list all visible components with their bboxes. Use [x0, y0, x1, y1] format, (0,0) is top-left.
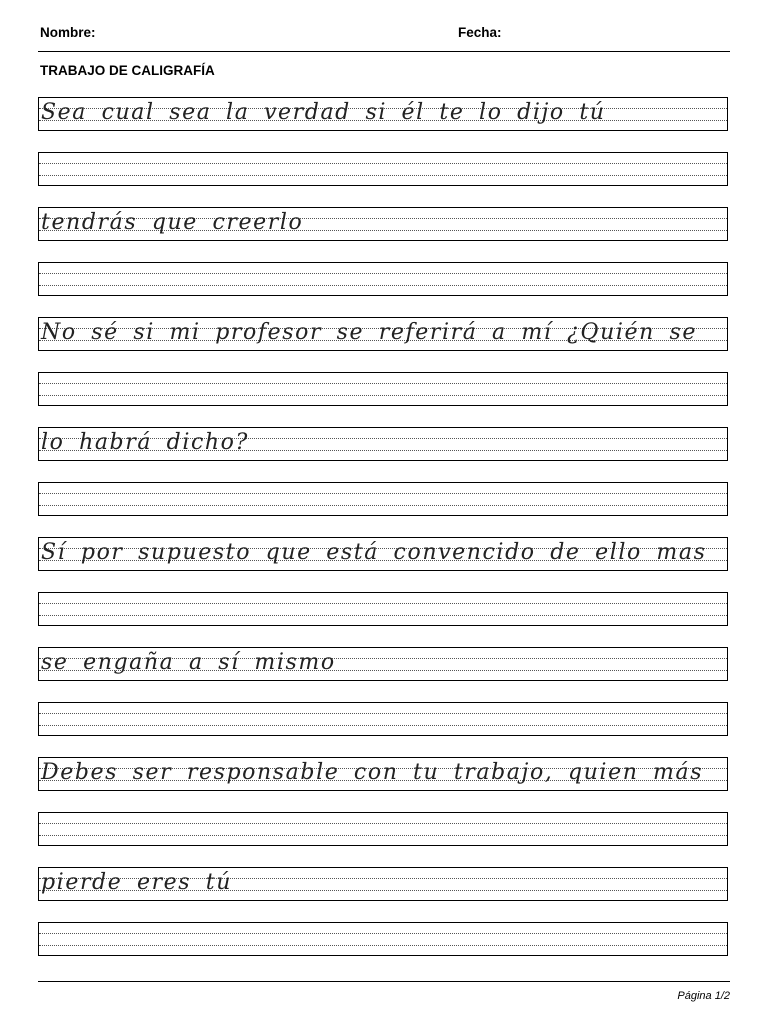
- page-title: TRABAJO DE CALIGRAFÍA: [40, 63, 215, 78]
- guide-line: [39, 835, 727, 836]
- writing-row: [38, 647, 728, 681]
- guide-line: [39, 175, 727, 176]
- header: [38, 24, 730, 52]
- guide-line: [39, 163, 727, 164]
- date-label: Fecha:: [458, 25, 502, 40]
- page-number: Página 1/2: [677, 990, 730, 1002]
- writing-row: [38, 372, 728, 406]
- guide-line: [39, 725, 727, 726]
- guide-line: [39, 395, 727, 396]
- writing-row: [38, 537, 728, 571]
- guide-line: [39, 493, 727, 494]
- guide-line: [39, 505, 727, 506]
- writing-row: [38, 482, 728, 516]
- cursive-text: se engaña a sí mismo: [41, 650, 336, 675]
- cursive-text: tendrás que creerlo: [41, 210, 304, 235]
- writing-row: [38, 702, 728, 736]
- writing-row: [38, 922, 728, 956]
- guide-line: [39, 383, 727, 384]
- cursive-text: Debes ser responsable con tu trabajo, quien más: [41, 760, 704, 785]
- cursive-text: Sí por supuesto que está convencido de ello mas: [41, 540, 707, 565]
- guide-line: [39, 933, 727, 934]
- writing-row: [38, 757, 728, 791]
- guide-line: [39, 713, 727, 714]
- footer-rule: [38, 981, 730, 982]
- writing-row: [38, 207, 728, 241]
- writing-row: [38, 427, 728, 461]
- guide-line: [39, 945, 727, 946]
- cursive-text: No sé si mi profesor se referirá a mí ¿Quién se: [41, 320, 697, 345]
- guide-line: [39, 273, 727, 274]
- writing-row: [38, 97, 728, 131]
- cursive-text: Sea cual sea la verdad si él te lo dijo tú: [41, 100, 606, 125]
- writing-row: [38, 152, 728, 186]
- writing-row: [38, 317, 728, 351]
- guide-line: [39, 615, 727, 616]
- guide-line: [39, 285, 727, 286]
- guide-line: [39, 603, 727, 604]
- header-rule: [38, 51, 730, 52]
- name-label: Nombre:: [40, 25, 96, 40]
- cursive-text: lo habrá dicho?: [41, 430, 249, 455]
- writing-row: [38, 262, 728, 296]
- writing-row: [38, 592, 728, 626]
- writing-row: [38, 812, 728, 846]
- cursive-text: pierde eres tú: [41, 870, 232, 895]
- writing-row: [38, 867, 728, 901]
- guide-line: [39, 823, 727, 824]
